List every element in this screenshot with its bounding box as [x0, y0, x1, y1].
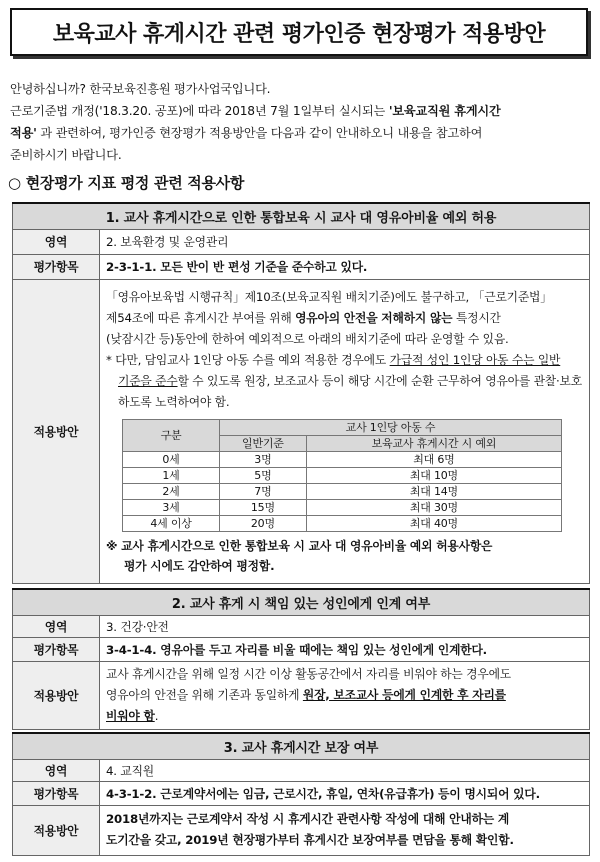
intro-line [10, 100, 590, 122]
ratio-general: 7명 [220, 483, 307, 499]
ratio-group-header: 교사 1인당 아동 수 [220, 419, 562, 435]
area-label: 영역 [13, 759, 100, 781]
ratio-age: 0세 [123, 451, 220, 467]
plan-text: 도기간을 갖고, 2019년 현장평가부터 휴게시간 보장여부를 면담을 통해 확인함. [106, 833, 514, 847]
block-3-area: 4. 교직원 [100, 759, 590, 781]
plan-underline: 기준을 준수 [118, 373, 178, 388]
plan-emphasis: 원장, 보조교사 등에게 인계한 후 자리를 [302, 687, 506, 702]
plan-emphasis: 영유아의 안전을 저해하지 않는 [295, 310, 453, 325]
plan-note: 하도록 노력하여야 함. [118, 394, 230, 409]
ratio-general: 3명 [220, 451, 307, 467]
ratio-age: 4세 이상 [123, 515, 220, 531]
block-3-plan [100, 805, 590, 855]
block-3-item: 4-3-1-2. 근로계약서에는 임금, 근로시간, 휴일, 연차(유급휴가) 등이 명시되어 있다. [100, 781, 590, 805]
plan-note [106, 371, 583, 392]
ratio-age: 2세 [123, 483, 220, 499]
plan-text [106, 685, 583, 706]
ratio-col-general: 일반기준 [220, 435, 307, 451]
plan-label: 적용방안 [13, 661, 100, 729]
plan-text [106, 706, 583, 727]
section-heading: ○ 현장평가 지표 평정 관련 적용사항 [8, 174, 245, 192]
plan-text-part: 특정시간 [452, 310, 501, 325]
intro-text: 근로기준법 개정('18.3.20. 공포)에 따라 2018년 7월 1일부터 실시되는 [10, 104, 389, 118]
item-label: 평가항목 [13, 781, 100, 805]
block-3-header: 3. 교사 휴게시간 보장 여부 [13, 733, 590, 759]
plan-text-part: 영유아의 안전을 위해 기존과 동일하게 [106, 687, 303, 702]
area-label: 영역 [13, 615, 100, 637]
block-1-table [12, 202, 590, 584]
document-title: 보육교사 휴게시간 관련 평가인증 현장평가 적용방안 [10, 8, 588, 56]
table-row [123, 515, 562, 531]
intro-text: 과 관련하여, 평가인증 현장평가 적용방안을 다음과 같이 안내하오니 내용을 참고하여 [36, 126, 483, 140]
ratio-exception: 최대 40명 [306, 515, 561, 531]
block-2-item: 3-4-1-4. 영유아를 두고 자리를 비울 때에는 책임 있는 성인에게 인계한다. [100, 637, 590, 661]
ratio-general: 15명 [220, 499, 307, 515]
ratio-general: 20명 [220, 515, 307, 531]
plan-text-part: . [154, 708, 159, 723]
table-row [123, 483, 562, 499]
area-label: 영역 [13, 229, 100, 254]
block-2-table [12, 588, 590, 730]
block-2-plan [100, 661, 590, 729]
ratio-age: 3세 [123, 499, 220, 515]
plan-note [106, 350, 583, 371]
plan-text: 「영유아보육법 시행규칙」제10조(보육교직원 배치기준)에도 불구하고, 「근로기준법」 [106, 289, 552, 304]
ratio-col-group: 구분 [123, 419, 220, 451]
ratio-col-exception: 보육교사 휴게시간 시 예외 [306, 435, 561, 451]
table-row [123, 451, 562, 467]
block-1-item: 2-3-1-1. 모든 반이 반 편성 기준을 준수하고 있다. [100, 254, 590, 279]
ratio-exception: 최대 14명 [306, 483, 561, 499]
item-label: 평가항목 [13, 254, 100, 279]
plan-footnote: 평가 시에도 감안하여 평정함. [124, 558, 275, 573]
plan-emphasis: 비워야 함 [106, 708, 155, 723]
ratio-age: 1세 [123, 467, 220, 483]
intro-line [10, 122, 590, 144]
plan-text: (낮잠시간 등)동안에 한하여 예외적으로 아래의 배치기준에 따라 운영할 수 있음. [106, 331, 509, 346]
plan-text: 교사 휴게시간을 위해 일정 시간 이상 활동공간에서 자리를 비워야 하는 경우에도 [106, 666, 511, 681]
plan-text: 2018년까지는 근로계약서 작성 시 휴게시간 관련사항 작성에 대해 안내하는 계 [106, 812, 510, 826]
plan-label: 적용방안 [13, 805, 100, 855]
block-1-header: 1. 교사 휴게시간으로 인한 통합보육 시 교사 대 영유아비율 예외 허용 [13, 203, 590, 229]
intro-line: 안녕하십니까? 한국보육진흥원 평가사업국입니다. [10, 82, 271, 96]
block-1-plan [100, 279, 590, 583]
block-1-area: 2. 보육환경 및 운영관리 [100, 229, 590, 254]
intro-line: 준비하시기 바랍니다. [10, 148, 122, 162]
intro-paragraph [10, 78, 590, 166]
ratio-exception: 최대 6명 [306, 451, 561, 467]
ratio-exception: 최대 30명 [306, 499, 561, 515]
ratio-table [122, 419, 562, 532]
plan-text-part: * 다만, 담임교사 1인당 아동 수를 예외 적용한 경우에도 [106, 352, 390, 367]
plan-label: 적용방안 [13, 279, 100, 583]
plan-text-part: 제54조에 따른 휴게시간 부여를 위해 [106, 310, 296, 325]
ratio-general: 5명 [220, 467, 307, 483]
intro-emphasis: 적용' [10, 126, 37, 140]
plan-underline: 가급적 성인 1인당 아동 수는 일반 [389, 352, 561, 367]
block-2-header: 2. 교사 휴게 시 책임 있는 성인에게 인계 여부 [13, 589, 590, 615]
intro-emphasis: '보육교직원 휴게시간 [388, 104, 501, 118]
plan-text [106, 308, 583, 329]
block-3-table [12, 732, 590, 856]
table-row [123, 467, 562, 483]
plan-footnote: ※ 교사 휴게시간으로 인한 통합보육 시 교사 대 영유아비율 예외 허용사항은 [106, 538, 493, 553]
plan-text-part: 할 수 있도록 원장, 보조교사 등이 해당 시간에 순환 근무하여 영유아를 관찰·보호 [177, 373, 582, 388]
table-row [123, 499, 562, 515]
block-2-area: 3. 건강·안전 [100, 615, 590, 637]
ratio-exception: 최대 10명 [306, 467, 561, 483]
item-label: 평가항목 [13, 637, 100, 661]
